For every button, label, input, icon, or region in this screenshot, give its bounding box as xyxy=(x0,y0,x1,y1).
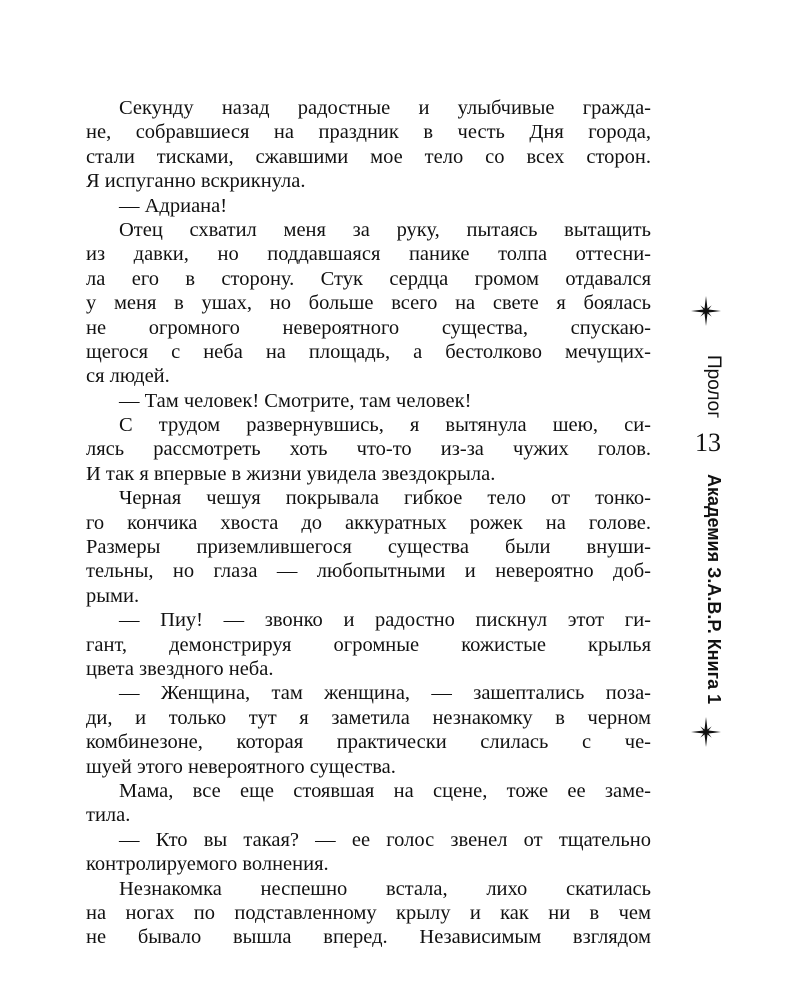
paragraph xyxy=(86,681,651,779)
text-line: — Там человек! Смотрите, там человек! xyxy=(119,389,472,412)
paragraph xyxy=(86,194,651,218)
paragraph xyxy=(86,779,651,828)
paragraph xyxy=(86,389,651,413)
text-line: ся людей. xyxy=(86,365,170,388)
star-ornament-icon xyxy=(690,295,722,327)
paragraph xyxy=(86,608,651,681)
text-line: С трудом развернувшись, я вытянула шею, си- xyxy=(119,414,651,437)
text-line: Секунду назад радостные и улыбчивые гражда- xyxy=(119,97,651,119)
text-line: Черная чешуя покрывала гибкое тело от тонко- xyxy=(119,487,651,510)
body-text xyxy=(86,96,651,950)
text-line: гант, демонстрируя огромные кожистые крылья xyxy=(86,633,651,656)
text-line: у меня в ушах, но больше всего на свете я боялась xyxy=(86,292,651,315)
text-line: — Адриана! xyxy=(119,194,228,217)
text-line: контролируемого волнения. xyxy=(86,853,329,876)
text-line: рыми. xyxy=(86,584,140,607)
text-line: тила. xyxy=(86,804,131,827)
paragraph xyxy=(86,877,651,950)
text-line: на ногах по подставленному крылу и как ни в чем xyxy=(86,901,651,924)
text-line: не бывало вышла вперед. Независимым взглядом xyxy=(86,926,651,949)
text-line: го кончика хвоста до аккуратных рожек на голове. xyxy=(86,511,651,534)
paragraph xyxy=(86,218,651,389)
text-line: Мама, все еще стоявшая на сцене, тоже ее заме- xyxy=(119,779,651,802)
text-line: не, собравшиеся на праздник в честь Дня города, xyxy=(86,121,651,144)
text-line: лясь рассмотреть хоть что-то из-за чужих голов. xyxy=(86,438,651,461)
paragraph xyxy=(86,828,651,877)
paragraph xyxy=(86,96,651,194)
text-line: ла его в сторону. Стук сердца громом отдавался xyxy=(86,267,651,290)
text-line: — Кто вы такая? — ее голос звенел от тщательно xyxy=(119,828,651,851)
text-line: не огромного невероятного существа, спускаю- xyxy=(86,316,651,339)
text-line: щегося с неба на площадь, а бестолково мечущих- xyxy=(86,340,651,363)
paragraph xyxy=(86,486,651,608)
text-line: стали тисками, сжавшими мое тело со всех сторон. xyxy=(86,145,651,168)
text-line: Отец схватил меня за руку, пытаясь вытащить xyxy=(119,218,651,241)
text-line: Я испуганно вскрикнула. xyxy=(86,170,306,193)
star-ornament-icon xyxy=(690,716,722,748)
text-line: шуей этого невероятного существа. xyxy=(86,755,396,778)
page-number: 13 xyxy=(695,428,721,457)
text-line: из давки, но поддавшаяся панике толпа оттесни- xyxy=(86,243,651,266)
text-line: цвета звездного неба. xyxy=(86,657,274,680)
text-line: — Женщина, там женщина, — зашептались поза- xyxy=(119,682,651,705)
text-line: тельны, но глаза — любопытными и невероятно доб- xyxy=(86,560,651,583)
text-line: — Пиу! — звонко и радостно пискнул этот ги- xyxy=(119,609,651,632)
text-line: Незнакомка неспешно встала, лихо скатилась xyxy=(119,877,651,900)
paragraph xyxy=(86,413,651,486)
text-line: Размеры приземлившегося существа были внуши- xyxy=(86,536,651,559)
text-line: ди, и только тут я заметила незнакомку в черном xyxy=(86,706,651,729)
text-line: комбинезоне, которая практически слилась с че- xyxy=(86,731,651,754)
text-line: И так я впервые в жизни увидела звездокрыла. xyxy=(86,462,496,485)
